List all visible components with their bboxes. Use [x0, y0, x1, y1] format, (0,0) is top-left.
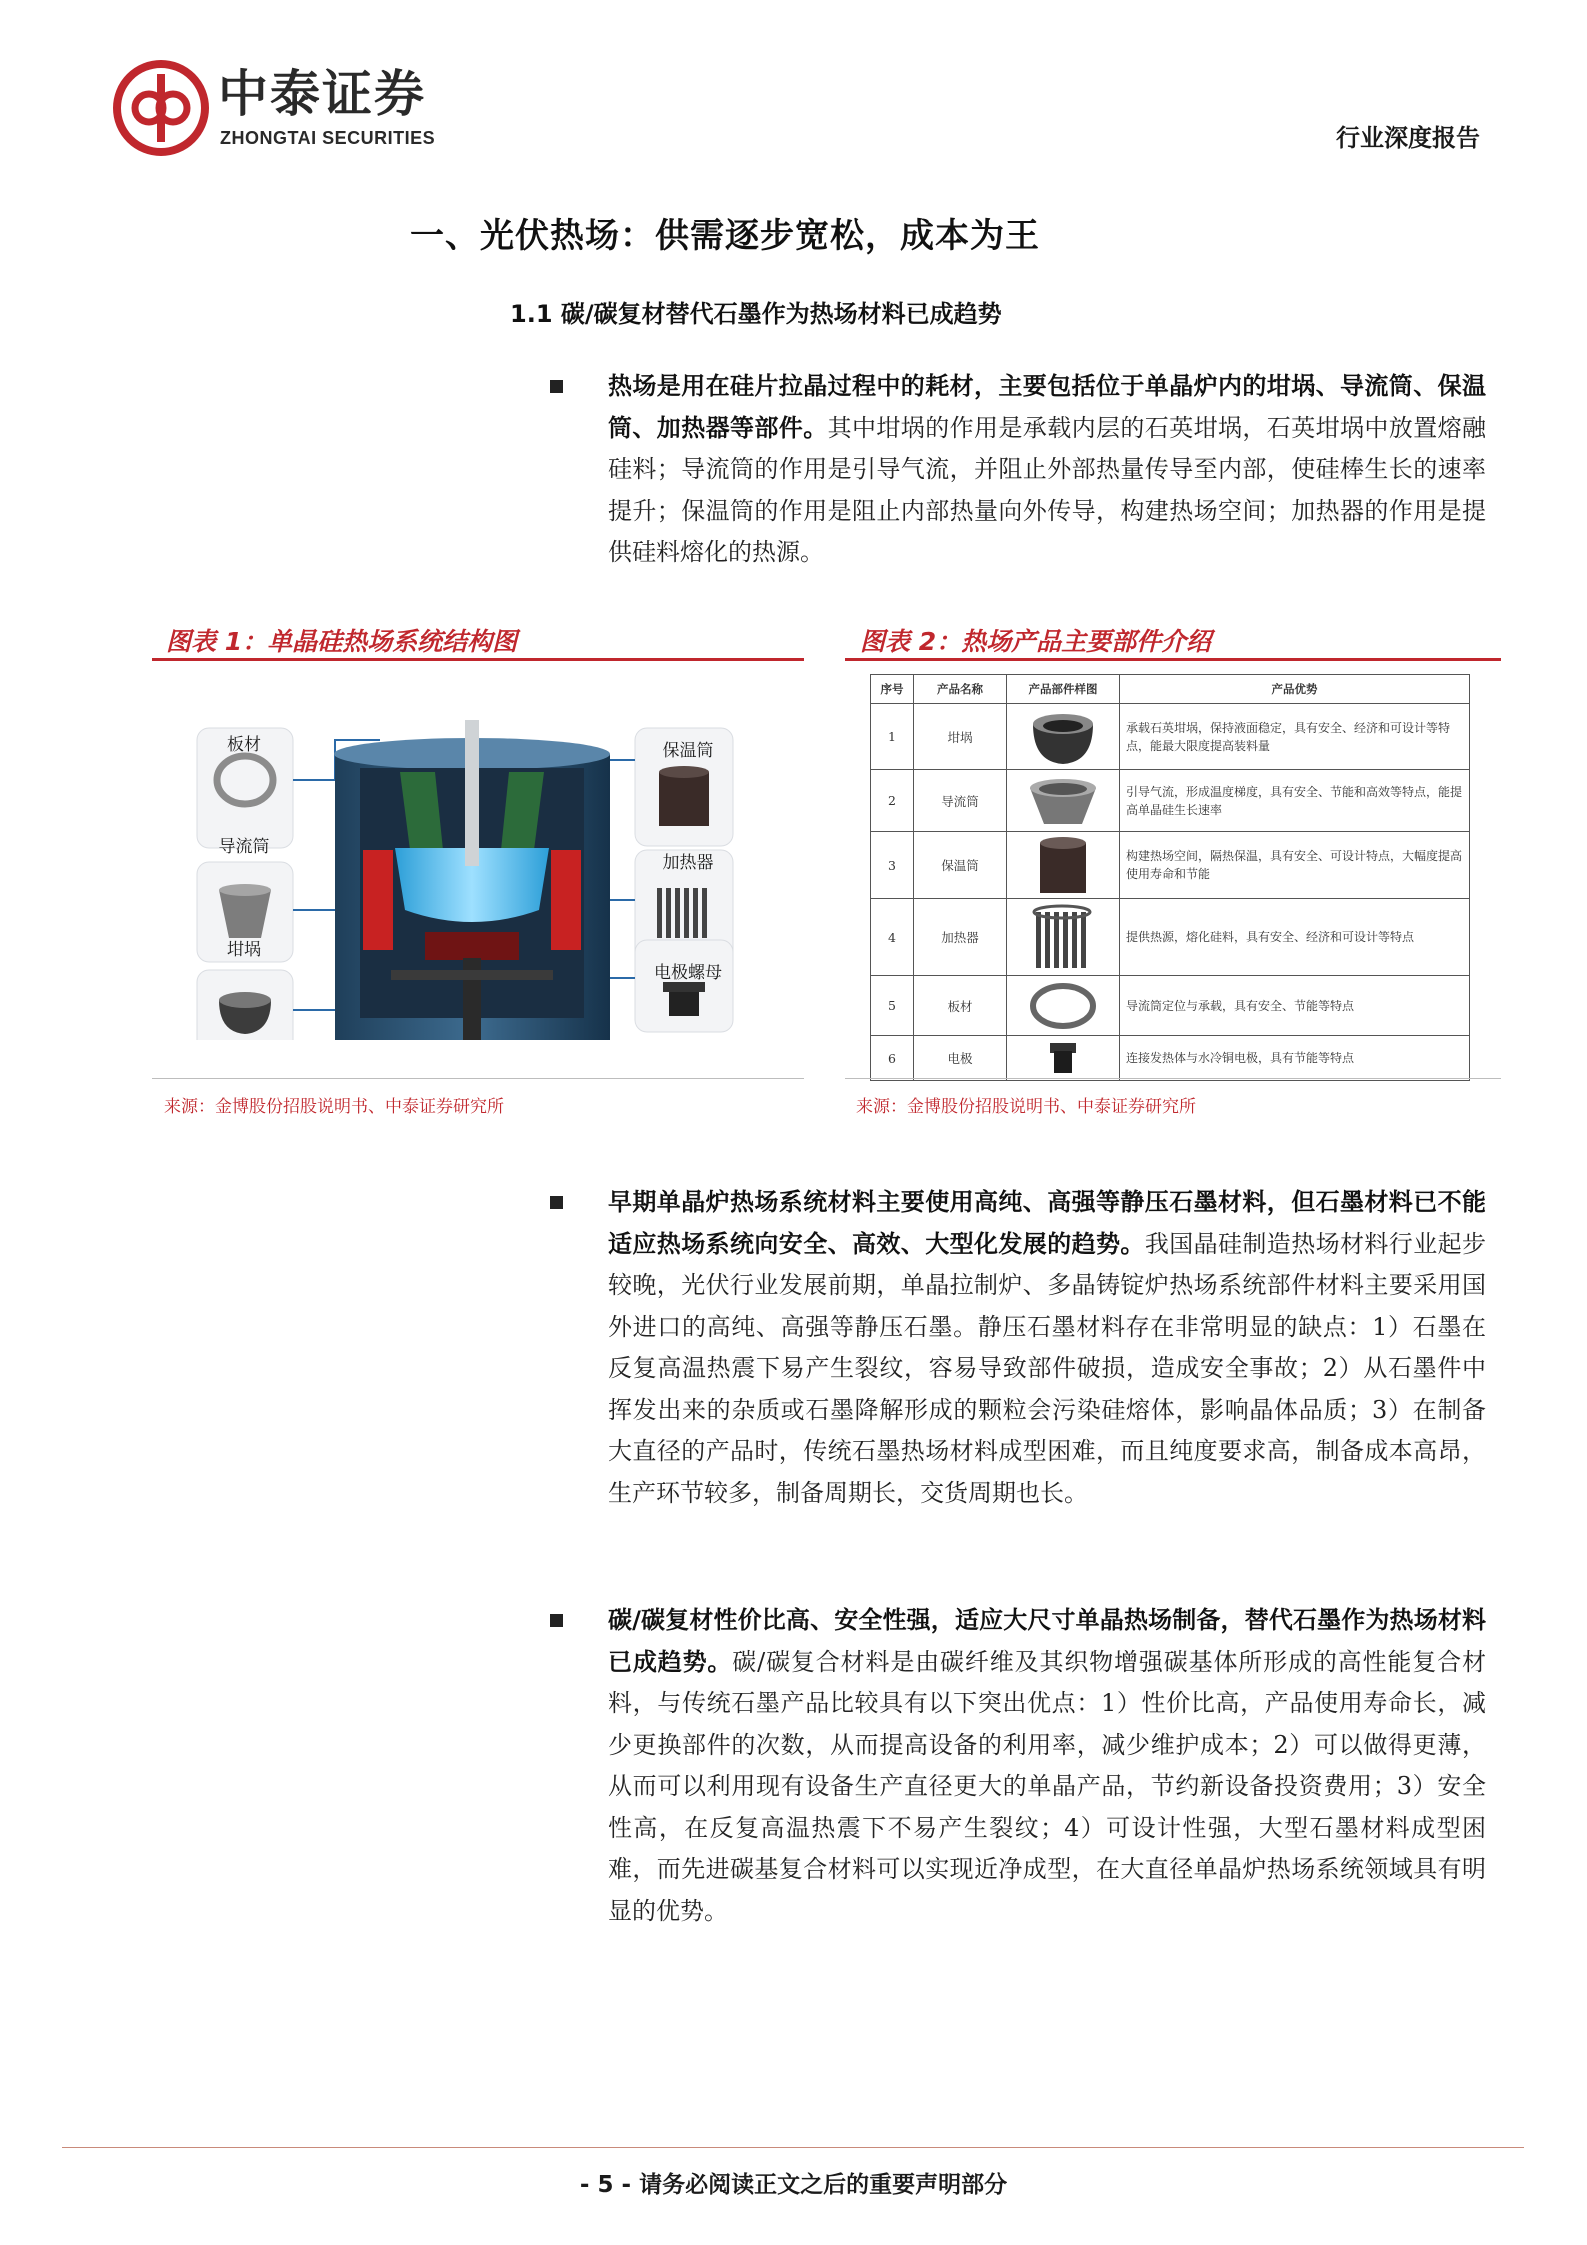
diagram-label-crucible: 坩埚	[227, 940, 261, 960]
figure-2-title: 图表 2：热场产品主要部件介绍	[860, 627, 1212, 656]
paragraph-2-lead: 早期单晶炉热场系统材料主要使用高纯、高强等静压石墨材料，但石墨材料已不能适应热场系统向安全、高效、大型化发展的趋势。	[608, 1188, 1486, 1258]
parts-table	[870, 674, 1470, 1081]
table-header-row	[871, 675, 1470, 704]
row-product-name: 板材	[914, 976, 1007, 1036]
row-part-image	[1007, 770, 1120, 832]
heater-part-icon	[1018, 902, 1108, 972]
table-row	[871, 976, 1470, 1036]
paragraph-1	[608, 366, 1486, 574]
diagram-label-guide-tube: 导流筒	[218, 837, 270, 857]
paragraph-1-body: 其中坩埚的作用是承载内层的石英坩埚，石英坩埚中放置熔融硅料；导流筒的作用是引导气流，并阻止外部热量传导至内部，使硅棒生长的速率提升；保温筒的作用是阻止内部热量向外传导，构建热场空间；加热器的作用是提供硅料熔化的热源。	[608, 413, 1487, 566]
row-part-image	[1007, 899, 1120, 976]
row-product-name: 导流筒	[914, 770, 1007, 832]
row-number: 3	[871, 832, 914, 899]
brand-name-en: ZHONGTAI SECURITIES	[220, 128, 436, 148]
figure-2-source: 来源：金博股份招股说明书、中泰证券研究所	[856, 1097, 1196, 1117]
paragraph-1-lead: 热场是用在硅片拉晶过程中的耗材，主要包括位于单晶炉内的坩埚、导流筒、保温筒、加热器等部件。	[608, 372, 1486, 442]
guide-tube-part-icon	[1018, 774, 1108, 828]
row-number: 5	[871, 976, 914, 1036]
zhongtai-logo-icon	[113, 60, 209, 156]
row-part-image	[1007, 1036, 1120, 1081]
figure-1-source: 来源：金博股份招股说明书、中泰证券研究所	[164, 1097, 504, 1117]
insulation-tube-part-icon	[1018, 835, 1108, 895]
table-row	[871, 832, 1470, 899]
table-row	[871, 704, 1470, 770]
column-header-name: 产品名称	[914, 675, 1007, 704]
row-product-name: 坩埚	[914, 704, 1007, 770]
table-row	[871, 770, 1470, 832]
diagram-label-plate: 板材	[227, 735, 261, 755]
page-number: - 5 -	[579, 2172, 632, 2198]
table-row	[871, 1036, 1470, 1081]
diagram-label-electrode-nut: 电极螺母	[654, 963, 722, 983]
section-title: 一、光伏热场：供需逐步宽松，成本为王	[410, 216, 1040, 256]
figure-1-bottom-rule	[152, 1078, 804, 1079]
plate-ring-part-icon	[1018, 980, 1108, 1032]
row-product-name: 保温筒	[914, 832, 1007, 899]
figure-1-top-rule	[152, 658, 804, 661]
paragraph-2	[608, 1182, 1486, 1514]
row-product-name: 加热器	[914, 899, 1007, 976]
row-advantage: 构建热场空间，隔热保温，具有安全、可设计特点，大幅度提高使用寿命和节能	[1120, 832, 1470, 899]
diagram-label-heater: 加热器	[662, 853, 714, 873]
row-advantage: 导流筒定位与承载，具有安全、节能等特点	[1120, 976, 1470, 1036]
row-advantage: 承载石英坩埚，保持液面稳定，具有安全、经济和可设计等特点，能最大限度提高装料量	[1120, 704, 1470, 770]
disclaimer-notice: 请务必阅读正文之后的重要声明部分	[639, 2172, 1008, 2198]
row-advantage: 提供热源，熔化硅料，具有安全、经济和可设计等特点	[1120, 899, 1470, 976]
paragraph-3-body: 碳/碳复合材料是由碳纤维及其织物增强碳基体所形成的高性能复合材料，与传统石墨产品比较具有以下突出优点：1）性价比高，产品使用寿命长，减少更换部件的次数，从而提高设备的利用率，减少维护成本；2）可以做得更薄，从而可以利用现有设备生产直径更大的单晶产品，节约新设备投资费用；3）安全性高，在反复高温热震下不易产生裂纹；4）可设计性强，大型石墨材料成型困难，而先进碳基复合材料可以实现近净成型，在大直径单晶炉热场系统领域具有明显的优势。	[608, 1647, 1486, 1925]
footer	[0, 2166, 1587, 2199]
row-part-image	[1007, 704, 1120, 770]
table-row	[871, 899, 1470, 976]
report-type: 行业深度报告	[1336, 124, 1480, 152]
paragraph-3-lead: 碳/碳复材性价比高、安全性强，适应大尺寸单晶热场制备，替代石墨作为热场材料已成趋势。	[608, 1606, 1486, 1676]
diagram-label-insulation-tube: 保温筒	[662, 741, 714, 761]
row-part-image	[1007, 976, 1120, 1036]
section-subtitle: 1.1 碳/碳复材替代石墨作为热场材料已成趋势	[510, 300, 1002, 328]
row-number: 4	[871, 899, 914, 976]
footer-rule	[62, 2147, 1524, 2148]
figure-2-bottom-rule	[845, 1078, 1501, 1079]
bullet-marker	[550, 1614, 563, 1627]
monocrystal-hot-field-diagram	[195, 720, 785, 1040]
column-header-image: 产品部件样图	[1007, 675, 1120, 704]
column-header-advantage: 产品优势	[1120, 675, 1470, 704]
bullet-marker	[550, 380, 563, 393]
paragraph-2-body: 我国晶硅制造热场材料行业起步较晚，光伏行业发展前期，单晶拉制炉、多晶铸锭炉热场系统部件材料主要采用国外进口的高纯、高强等静压石墨。静压石墨材料存在非常明显的缺点：1）石墨在反复高温热震下易产生裂纹，容易导致部件破损，造成安全事故；2）从石墨件中挥发出来的杂质或石墨降解形成的颗粒会污染硅熔体，影响晶体品质；3）在制备大直径的产品时，传统石墨热场材料成型困难，而且纯度要求高，制备成本高昂，生产环节较多，制备周期长，交货周期也长。	[608, 1229, 1487, 1507]
row-advantage: 引导气流，形成温度梯度，具有安全、节能和高效等特点，能提高单晶硅生长速率	[1120, 770, 1470, 832]
crucible-part-icon	[1018, 708, 1108, 766]
paragraph-3	[608, 1600, 1486, 1932]
row-product-name: 电极	[914, 1036, 1007, 1081]
row-number: 2	[871, 770, 914, 832]
row-part-image	[1007, 832, 1120, 899]
row-advantage: 连接发热体与水冷铜电极，具有节能等特点	[1120, 1036, 1470, 1081]
bullet-marker	[550, 1196, 563, 1209]
row-number: 6	[871, 1036, 914, 1081]
row-number: 1	[871, 704, 914, 770]
figure-1-title: 图表 1：单晶硅热场系统结构图	[166, 627, 518, 656]
brand-name-cn: 中泰证券	[218, 65, 426, 123]
column-header-no: 序号	[871, 675, 914, 704]
electrode-part-icon	[1018, 1039, 1108, 1077]
figure-2-top-rule	[845, 658, 1501, 661]
